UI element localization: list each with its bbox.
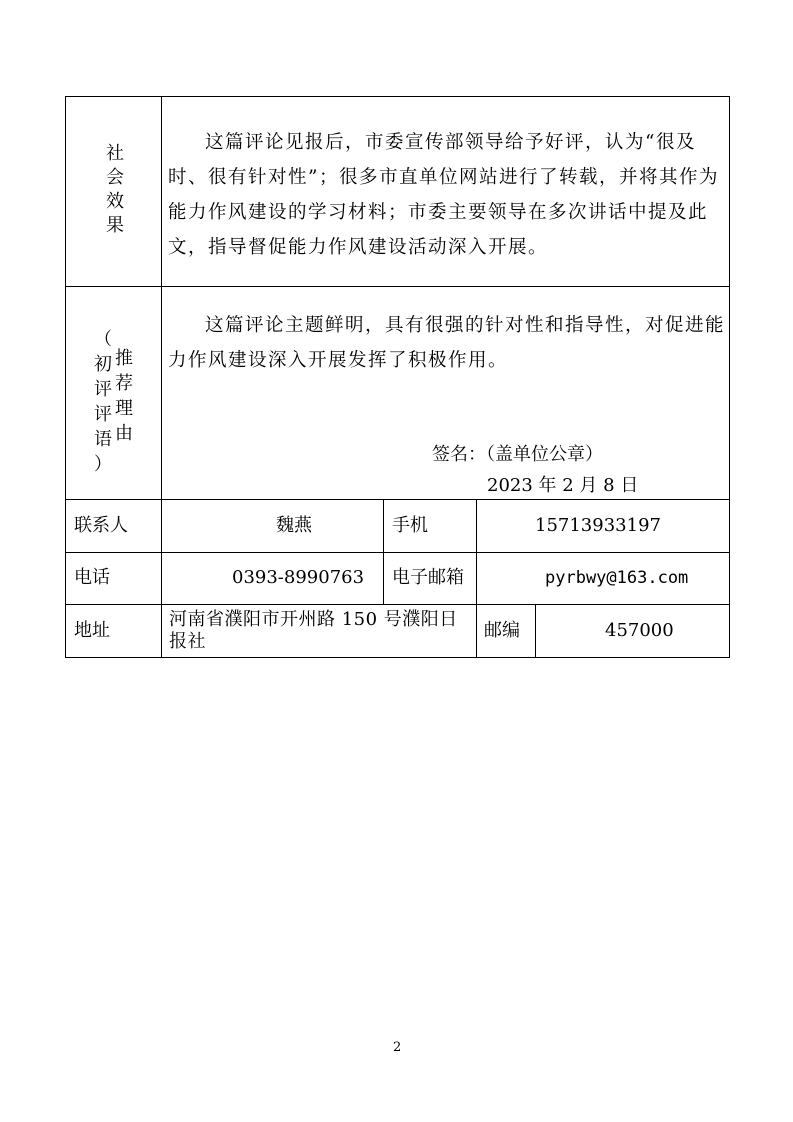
table-border-left — [65, 96, 66, 658]
address-value: 河南省濮阳市开州路 150 号濮阳日报社 — [169, 609, 458, 652]
date-line: 2023 年 2 月 8 日 — [487, 475, 639, 496]
mobile-value: 15713933197 — [535, 515, 661, 536]
table-col-divider — [476, 499, 477, 605]
signature-line: 签名：（盖单位公章） — [432, 444, 603, 465]
social-effect-text: 这篇评论见报后，市委宣传部领导给予好评，认为“很及时、很有针对性”；很多市直单位网站进行了转载，并将其作为能力作风建设的学习材料；市委主要领导在多次讲话中提及此文，指导督促能力作风建设活动深入开展。 — [168, 132, 719, 258]
table-col-divider — [161, 96, 162, 658]
table-row-divider — [65, 499, 730, 500]
recommendation-text: 这篇评论主题鲜明，具有很强的针对性和指导性，对促进能力作风建设深入开展发挥了积极作用。 — [168, 315, 726, 371]
email-label: 电子邮箱 — [392, 567, 464, 588]
table-col-divider — [383, 499, 384, 605]
phone-value: 0393-8990763 — [232, 567, 365, 588]
recommendation-label-col2: 推 荐 理 由 — [115, 348, 133, 444]
table-col-divider — [535, 604, 536, 658]
table-border-bottom — [65, 657, 730, 658]
table-row-divider — [65, 286, 730, 287]
postcode-value: 457000 — [605, 620, 674, 641]
contact-person-label: 联系人 — [74, 515, 128, 536]
table-row-divider — [65, 552, 730, 553]
mobile-label: 手机 — [392, 515, 428, 536]
table-row-divider — [65, 604, 730, 605]
postcode-label: 邮编 — [484, 620, 520, 641]
email-value: pyrbwy@163.com — [545, 568, 689, 588]
contact-person-value: 魏燕 — [276, 515, 312, 536]
table-col-divider — [476, 604, 477, 658]
recommendation-label-col1: （ 初 评 评 语 ） — [94, 329, 112, 475]
table-border-right — [729, 96, 730, 658]
address-label: 地址 — [74, 620, 110, 641]
table-border-top — [65, 96, 730, 97]
page-number: 2 — [393, 1040, 402, 1055]
phone-label: 电话 — [74, 567, 110, 588]
social-effect-label: 社 会 效 果 — [106, 143, 124, 236]
